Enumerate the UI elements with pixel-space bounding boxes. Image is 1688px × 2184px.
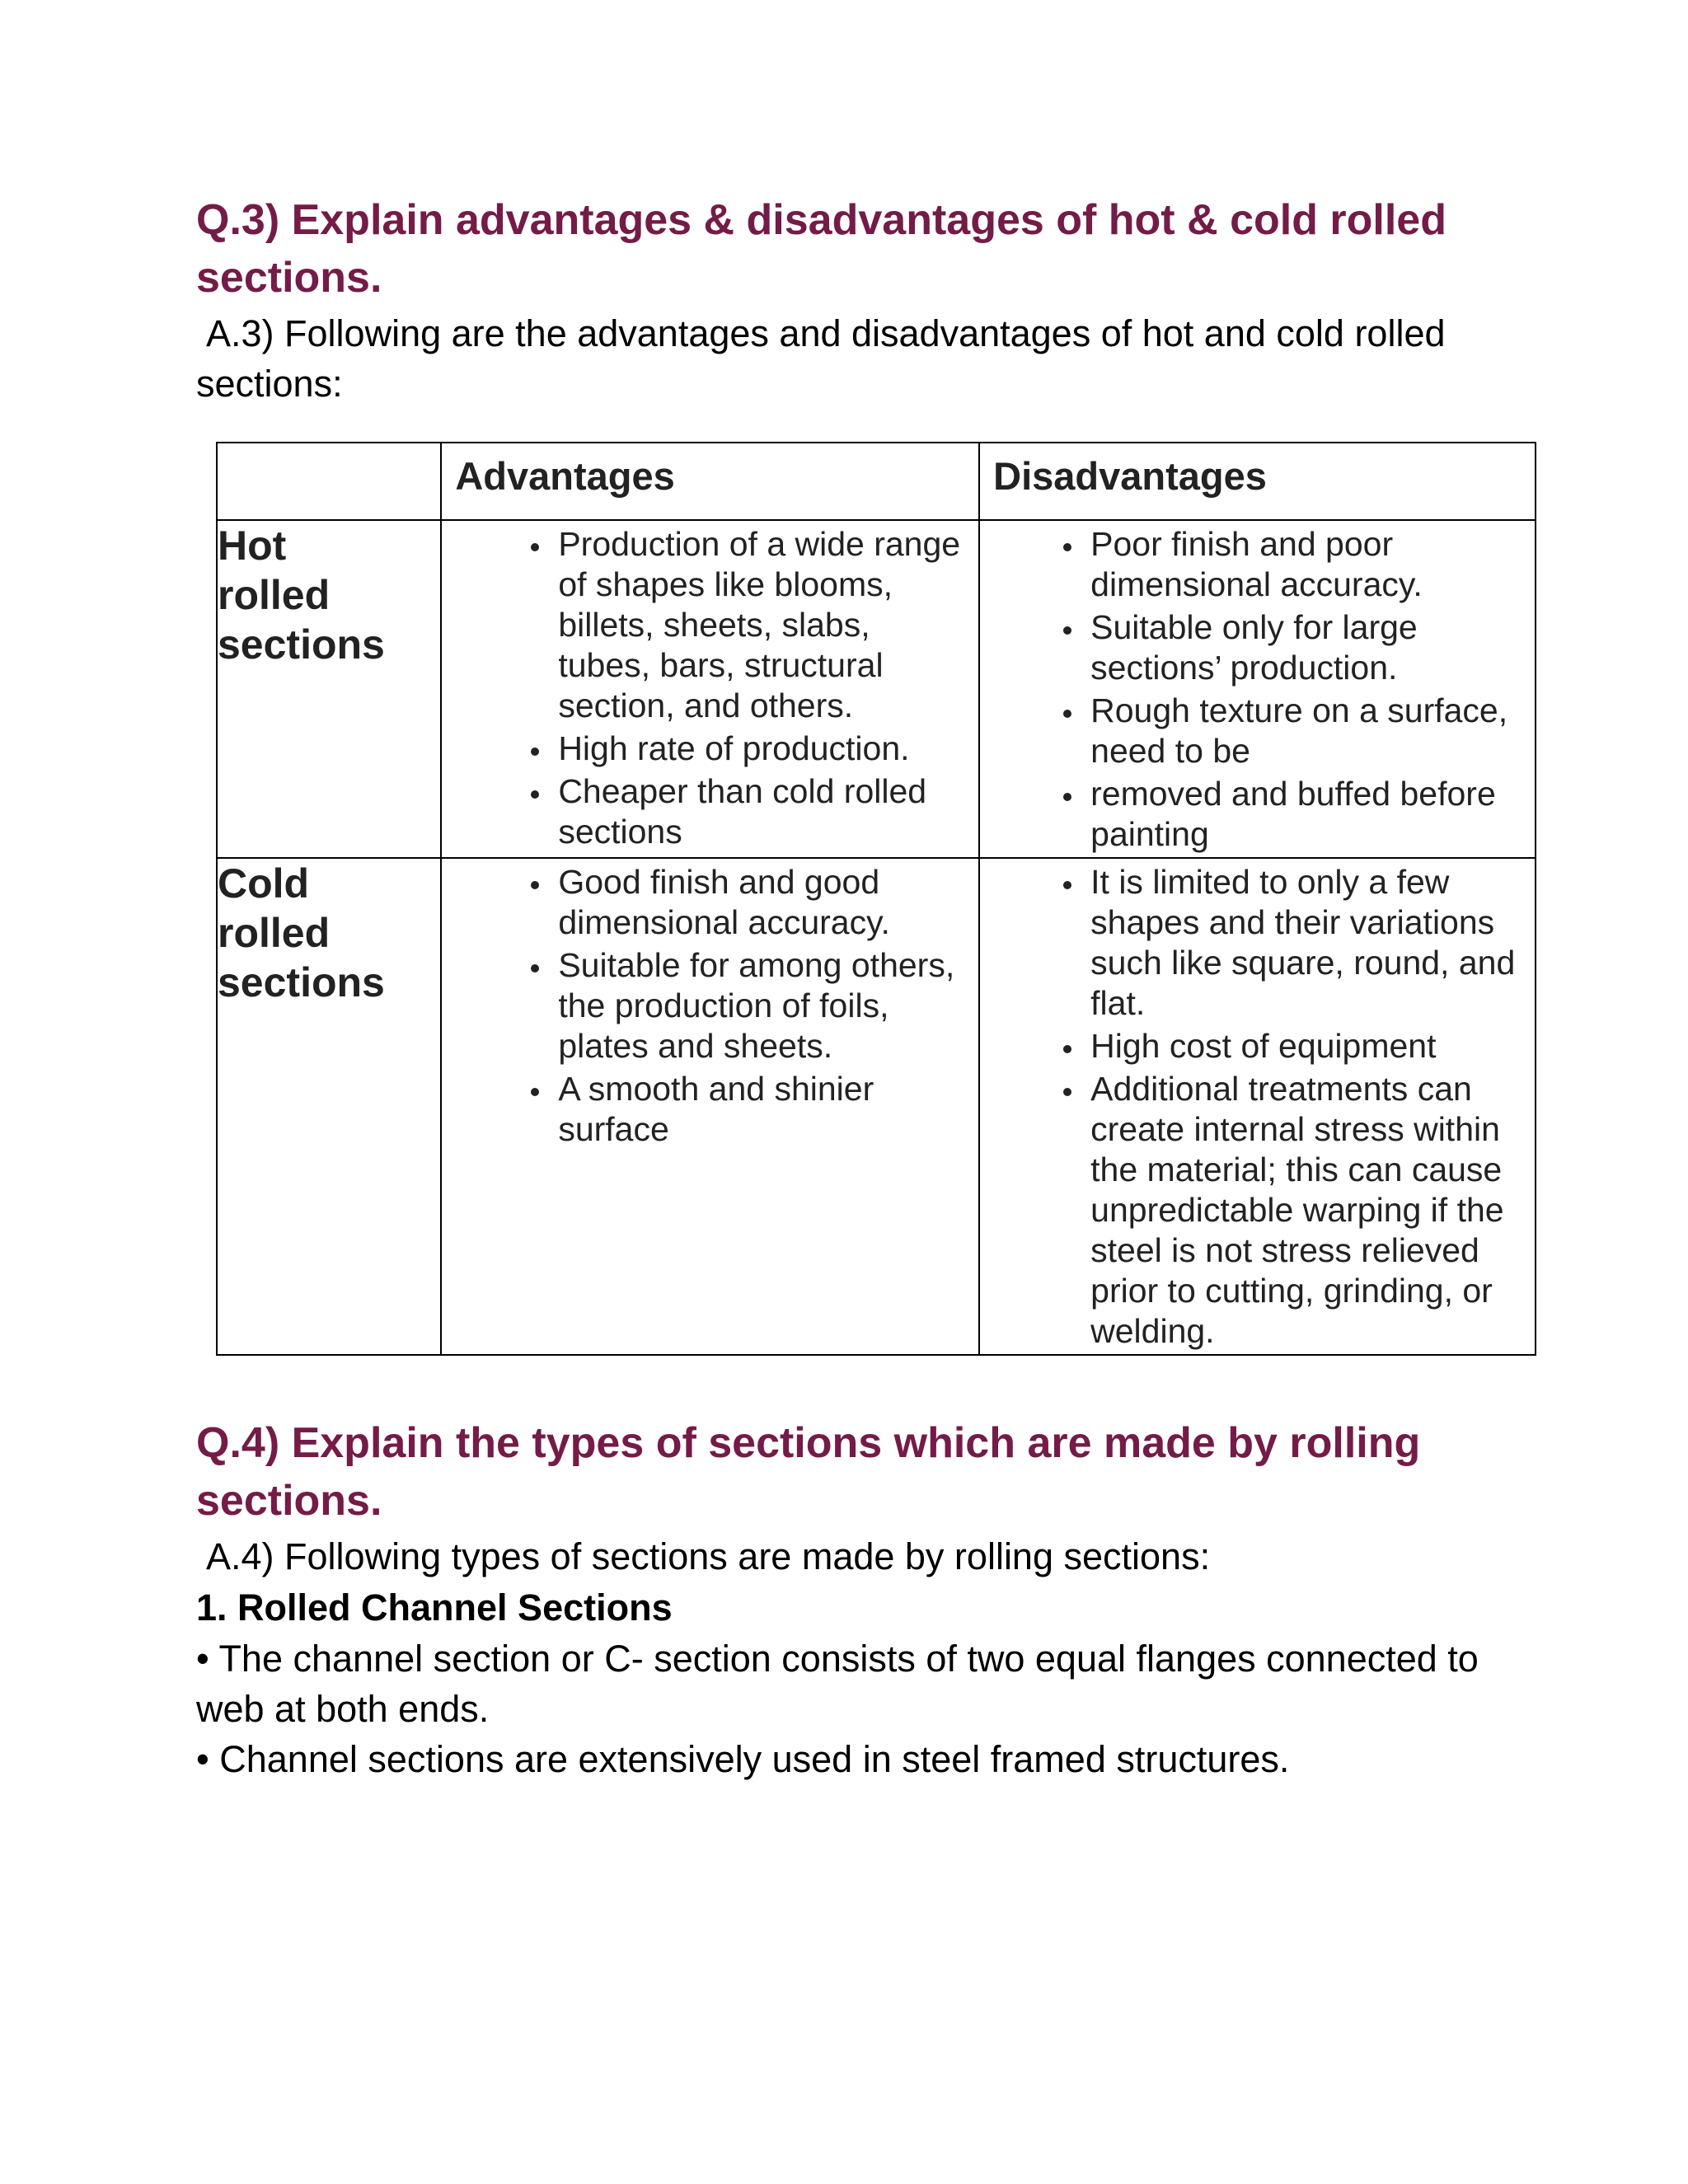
list-item: • Good finish and good dimensional accuracy. [553, 862, 968, 943]
hot-rolled-disadvantages-list [980, 521, 1535, 855]
hot-rolled-advantages-cell [441, 520, 979, 858]
list-item: • Suitable for among others, the production of foils, plates and sheets. [553, 945, 968, 1066]
table-header-row [217, 443, 1536, 520]
cold-rolled-disadvantages-cell [979, 858, 1536, 1355]
answer-4-intro-text: A.4) Following types of sections are made by rolling sections: [206, 1535, 1211, 1577]
bullet-paragraph: • The channel section or C- section consists of two equal flanges connected to web at both ends. [196, 1638, 1479, 1730]
row-label-hot-rolled [217, 520, 441, 858]
list-item: • Additional treatments can create internal stress within the material; this can cause unpredictable warping if the steel is not stress relieved prior to cutting, grinding, or welding. [1085, 1069, 1525, 1352]
table-row [217, 858, 1536, 1355]
list-item: • Suitable only for large sections’ production. [1085, 607, 1525, 688]
table-header-advantages: Advantages [441, 443, 979, 520]
row-label-text: Cold rolled sections [218, 860, 385, 1005]
hot-rolled-advantages-list [442, 521, 978, 852]
rolled-channel-subheading: 1. Rolled Channel Sections [196, 1586, 673, 1629]
question-3-heading: Q.3) Explain advantages & disadvantages of hot & cold rolled sections. [196, 196, 1447, 302]
hot-rolled-disadvantages-cell [979, 520, 1536, 858]
list-item: • A smooth and shinier surface [553, 1069, 968, 1150]
answer-4-intro [196, 1531, 1482, 1582]
list-item: • Cheaper than cold rolled sections [553, 771, 968, 852]
list-item: • High cost of equipment [1085, 1026, 1525, 1066]
cold-rolled-disadvantages-list [980, 859, 1535, 1352]
list-item: • High rate of production. [553, 729, 968, 769]
table-header-empty [217, 443, 441, 520]
hot-cold-rolled-table [216, 442, 1536, 1356]
table-header-disadvantages: Disadvantages [979, 443, 1536, 520]
answer-3-intro-text: A.3) Following are the advantages and disadvantages of hot and cold rolled sections: [196, 312, 1446, 405]
question-4-heading: Q.4) Explain the types of sections which are made by rolling sections. [196, 1419, 1421, 1525]
bullet-paragraph: • Channel sections are extensively used in steel framed structures. [196, 1738, 1290, 1780]
list-item: • Rough texture on a surface, need to be [1085, 691, 1525, 771]
table-row [217, 520, 1536, 858]
row-label-cold-rolled [217, 858, 441, 1355]
cold-rolled-advantages-cell [441, 858, 979, 1355]
row-label-text: Hot rolled sections [218, 523, 385, 668]
list-item: • Production of a wide range of shapes like blooms, billets, sheets, slabs, tubes, bars, structural section, and others. [553, 524, 968, 726]
list-item: • removed and buffed before painting [1085, 774, 1525, 855]
cold-rolled-advantages-list [442, 859, 978, 1150]
list-item: • It is limited to only a few shapes and their variations such like square, round, and flat. [1085, 862, 1525, 1024]
answer-3-intro [196, 308, 1482, 409]
list-item: • Poor finish and poor dimensional accuracy. [1085, 524, 1525, 605]
